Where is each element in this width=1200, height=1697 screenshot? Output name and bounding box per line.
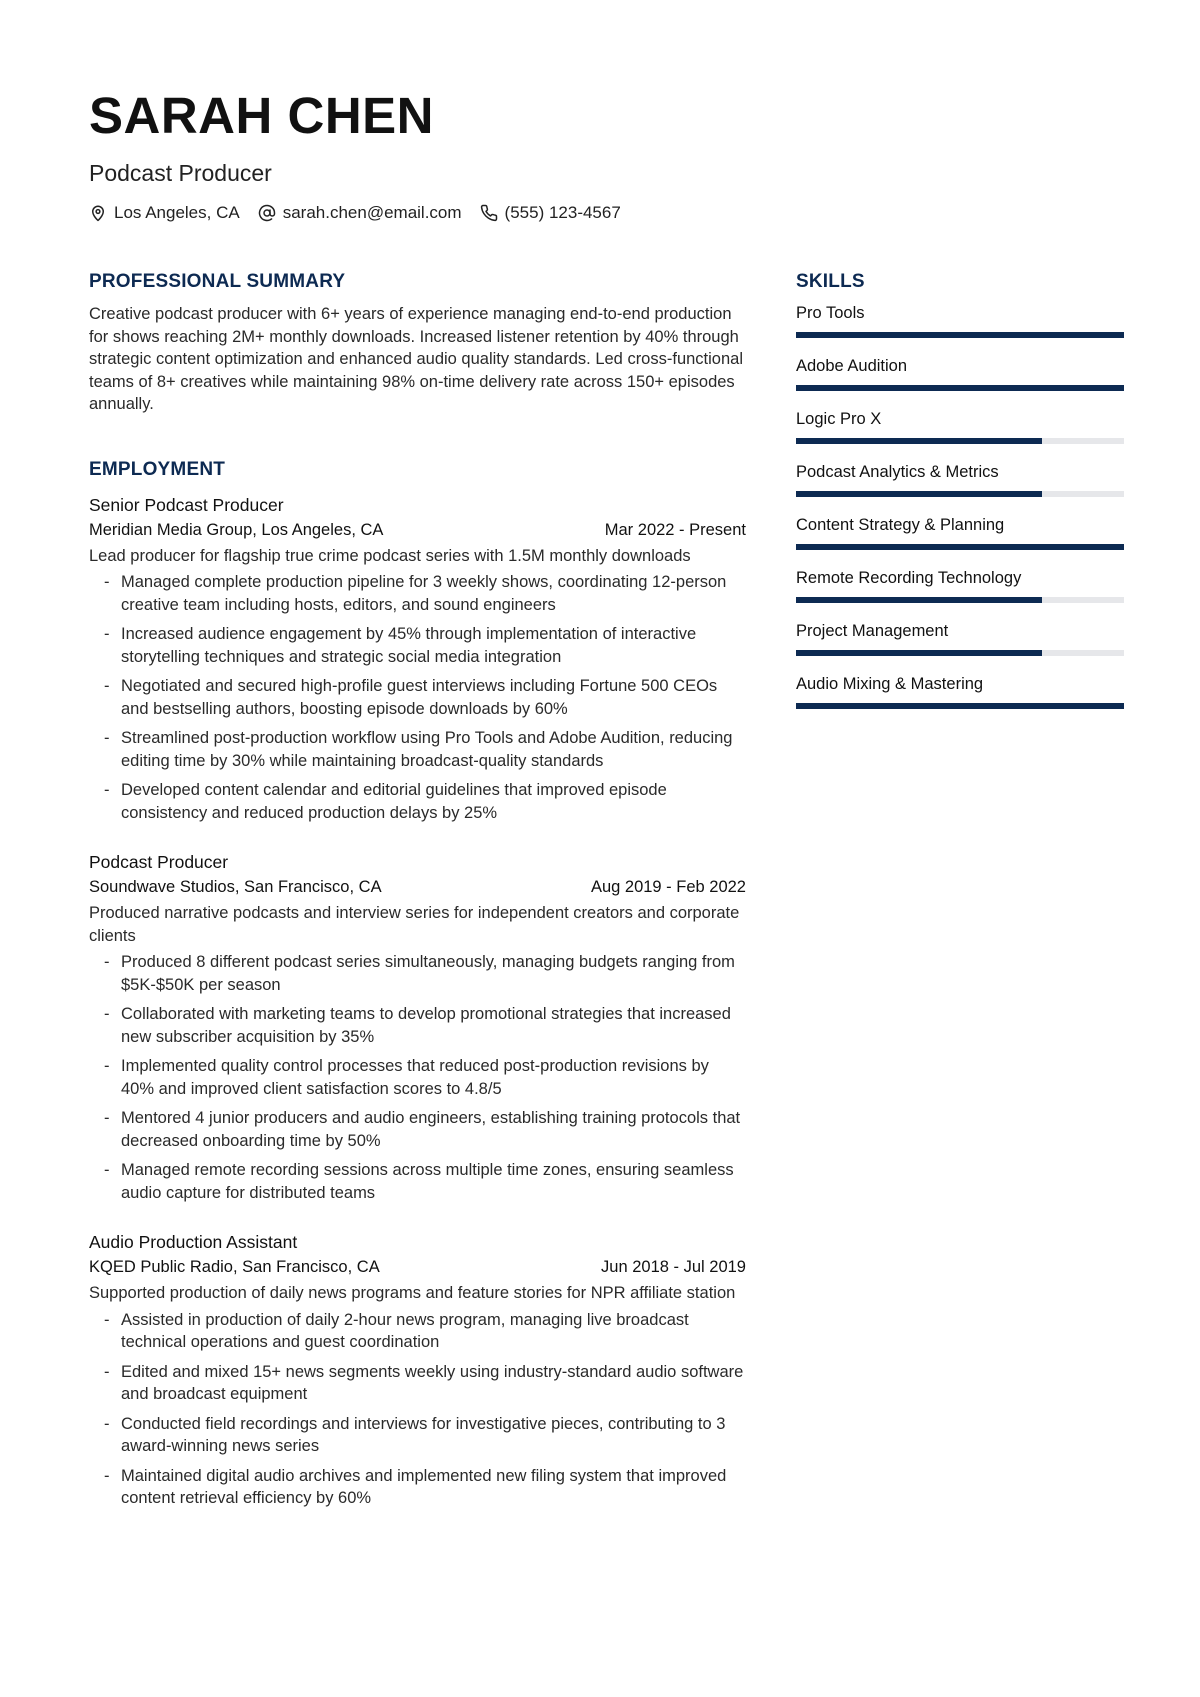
skill-bar [796, 438, 1124, 444]
job-dates: Mar 2022 - Present [604, 520, 746, 539]
job-bullet [89, 1413, 746, 1458]
bullet-text: Assisted in production of daily 2-hour news program, managing live broadcast technical operations and guest coordination [121, 1310, 689, 1351]
main-column [89, 271, 746, 1517]
job-bullet [89, 571, 746, 616]
bullet-dash: - [104, 1109, 110, 1127]
job-entry [89, 852, 746, 1204]
job-meta [89, 1258, 746, 1277]
job-bullets [89, 951, 746, 1204]
candidate-title: Podcast Producer [89, 160, 272, 187]
job-entry [89, 495, 746, 825]
skill-bar-fill [796, 332, 1124, 338]
skills-list [796, 303, 1124, 727]
skill-name: Adobe Audition [796, 357, 908, 375]
skill-bar [796, 544, 1124, 550]
job-company: KQED Public Radio, San Francisco, CA [89, 1258, 380, 1276]
bullet-text: Streamlined post-production workflow using Pro Tools and Adobe Audition, reducing editing time by 30% while maintaining broadcast-quality standards [121, 729, 733, 770]
job-bullets [89, 1309, 746, 1510]
skills-heading: SKILLS [796, 271, 865, 292]
bullet-text: Managed complete production pipeline for 3 weekly shows, coordinating 12-person creative team including hosts, editors, and sound engineers [121, 573, 727, 614]
bullet-text: Managed remote recording sessions across multiple time zones, ensuring seamless audio capture for distributed teams [121, 1161, 734, 1202]
job-bullet [89, 727, 746, 772]
job-bullet [89, 1055, 746, 1100]
bullet-text: Mentored 4 junior producers and audio engineers, establishing training protocols that decreased onboarding time by 50% [121, 1109, 741, 1150]
skill-name: Pro Tools [796, 304, 865, 322]
job-dates: Aug 2019 - Feb 2022 [590, 878, 746, 896]
job-company: Meridian Media Group, Los Angeles, CA [89, 520, 384, 539]
candidate-name: SARAH CHEN [89, 87, 435, 144]
job-description: Produced narrative podcasts and interview series for independent creators and corporate clients [89, 904, 740, 945]
job-bullet [89, 1361, 746, 1406]
bullet-text: Increased audience engagement by 45% through implementation of interactive storytelling techniques and strategic social media integration [121, 625, 697, 666]
job-bullet [89, 1465, 746, 1510]
bullet-dash: - [104, 781, 110, 799]
at-sign-icon [258, 204, 276, 222]
sidebar-column [796, 271, 1124, 727]
skill-name: Logic Pro X [796, 410, 882, 428]
job-bullet [89, 675, 746, 720]
job-title: Audio Production Assistant [89, 1232, 298, 1252]
bullet-dash: - [104, 1414, 110, 1433]
job-bullet [89, 1309, 746, 1354]
skill-bar-fill [796, 491, 1042, 497]
job-dates: Jun 2018 - Jul 2019 [601, 1258, 746, 1276]
skill-item [796, 568, 1124, 621]
contact-location [89, 203, 240, 223]
email-text[interactable]: sarah.chen@email.com [282, 203, 462, 223]
skill-name: Remote Recording Technology [796, 569, 1022, 587]
phone-text: (555) 123-4567 [504, 203, 621, 223]
skill-item [796, 674, 1124, 727]
location-text: Los Angeles, CA [114, 203, 240, 223]
skill-bar-fill [796, 597, 1042, 603]
skill-bar [796, 597, 1124, 603]
job-entry [89, 1232, 746, 1510]
skill-item [796, 409, 1124, 462]
bullet-dash: - [104, 573, 110, 591]
employment-section [89, 459, 746, 1510]
bullet-dash: - [104, 953, 110, 971]
skill-item [796, 515, 1124, 568]
skill-item [796, 462, 1124, 515]
job-title: Podcast Producer [89, 852, 229, 872]
bullet-dash: - [104, 677, 110, 695]
job-bullets [89, 571, 746, 824]
skill-bar [796, 491, 1124, 497]
job-bullet [89, 951, 746, 996]
skill-bar-fill [796, 703, 1124, 709]
skill-bar-fill [796, 438, 1042, 444]
skill-name: Content Strategy & Planning [796, 516, 1005, 534]
bullet-text: Implemented quality control processes that reduced post-production revisions by 40% and improved client satisfaction scores to 4.8/5 [121, 1057, 709, 1098]
bullet-dash: - [104, 1057, 110, 1075]
skill-bar [796, 703, 1124, 709]
summary-heading: PROFESSIONAL SUMMARY [89, 271, 346, 292]
bullet-text: Produced 8 different podcast series simultaneously, managing budgets ranging from $5K-$50K per season [121, 953, 735, 994]
summary-text: Creative podcast producer with 6+ years of experience managing end-to-end production for shows reaching 2M+ monthly downloads. Increased listener retention by 40% through strategic content optimization and enhanced audio quality standards. Led cross-functional teams of 8+ creatives while maintaining 98% on-time delivery rate across 150+ episodes annually. [89, 305, 743, 413]
job-meta [89, 521, 746, 540]
bullet-text: Conducted field recordings and interviews for investigative pieces, contributing to 3 award-winning news series [121, 1414, 726, 1455]
bullet-dash: - [104, 1161, 110, 1179]
bullet-text: Developed content calendar and editorial guidelines that improved episode consistency and reduced production delays by 25% [121, 781, 667, 822]
job-title: Senior Podcast Producer [89, 494, 284, 515]
job-bullet [89, 1107, 746, 1152]
bullet-dash: - [104, 625, 110, 643]
skill-name: Project Management [796, 622, 949, 640]
job-bullet [89, 623, 746, 668]
bullet-dash: - [104, 1466, 110, 1485]
job-meta [89, 878, 746, 897]
job-bullet [89, 779, 746, 824]
skill-bar [796, 385, 1124, 391]
job-description: Supported production of daily news programs and feature stories for NPR affiliate station [89, 1284, 736, 1302]
skill-bar [796, 650, 1124, 656]
summary-section [89, 271, 746, 416]
skill-bar [796, 332, 1124, 338]
phone-icon [480, 204, 498, 222]
bullet-text: Negotiated and secured high-profile guest interviews including Fortune 500 CEOs and bestselling authors, boosting episode downloads by 60% [121, 677, 718, 718]
job-description: Lead producer for flagship true crime podcast series with 1.5M monthly downloads [89, 546, 691, 565]
resume-header [89, 88, 1111, 223]
bullet-dash: - [104, 1310, 110, 1329]
skill-bar-fill [796, 544, 1124, 550]
skill-item [796, 356, 1124, 409]
skill-bar-fill [796, 650, 1042, 656]
skill-name: Audio Mixing & Mastering [796, 675, 984, 693]
skill-name: Podcast Analytics & Metrics [796, 463, 999, 481]
employment-heading: EMPLOYMENT [89, 458, 226, 480]
contact-phone [480, 203, 621, 223]
bullet-dash: - [104, 1362, 110, 1381]
bullet-text: Maintained digital audio archives and implemented new filing system that improved content retrieval efficiency by 60% [121, 1466, 727, 1507]
job-company: Soundwave Studios, San Francisco, CA [89, 878, 382, 896]
location-pin-icon [89, 204, 107, 222]
skill-item [796, 303, 1124, 356]
contact-info [89, 203, 1111, 223]
contact-email [258, 203, 462, 223]
bullet-text: Edited and mixed 15+ news segments weekly using industry-standard audio software and broadcast equipment [121, 1362, 744, 1403]
job-bullet [89, 1159, 746, 1204]
job-bullet [89, 1003, 746, 1048]
bullet-text: Collaborated with marketing teams to develop promotional strategies that increased new subscriber acquisition by 35% [121, 1005, 731, 1046]
bullet-dash: - [104, 729, 110, 747]
bullet-dash: - [104, 1005, 110, 1023]
skill-item [796, 621, 1124, 674]
skill-bar-fill [796, 385, 1124, 391]
